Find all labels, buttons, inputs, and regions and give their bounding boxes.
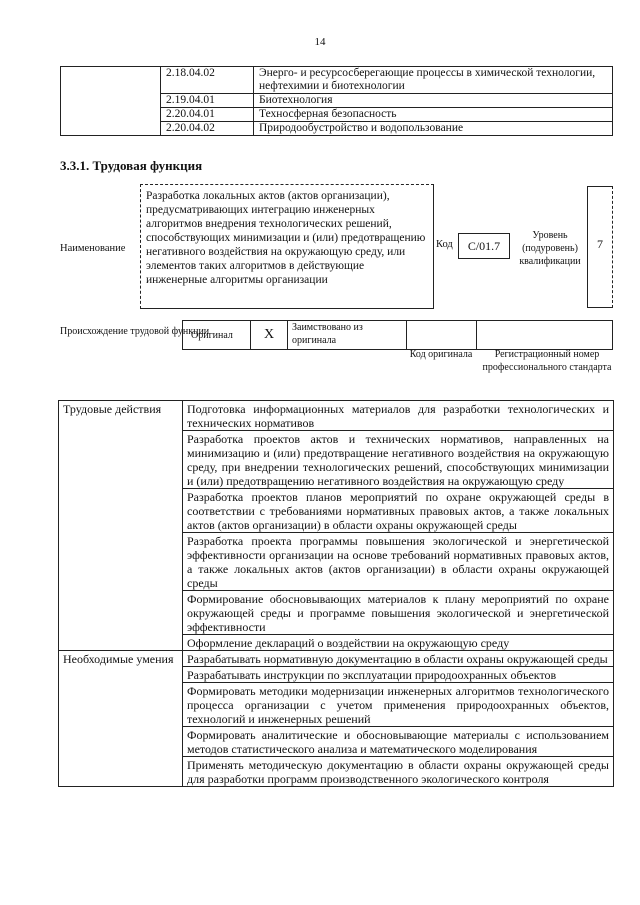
- origin-borrowed-label: Заимствовано из оригинала: [292, 322, 363, 346]
- labor-action-item: Оформление деклараций о воздействии на окружающую среду: [183, 635, 614, 651]
- blank-cell: [61, 67, 161, 136]
- name-cell: Техносферная безопасность: [254, 108, 613, 122]
- origin-label: Происхождение трудовой функции: [60, 326, 210, 337]
- labor-action-item: Формирование обосновывающих материалов к плану мероприятий по охране окружающей среды и программе повышения экологической и энергетической эффективности: [183, 591, 614, 635]
- code-cell: 2.20.04.01: [161, 108, 254, 122]
- section-title: 3.3.1. Трудовая функция: [60, 158, 203, 173]
- skill-item: Применять методическую документацию в области охраны окружающей среды для разработки программ производственного экологического контроля: [183, 757, 614, 787]
- skill-item: Формировать методики модернизации инженерных алгоритмов технологического процесса организации с учетом применения природоохранных объектов, технологий и инженерных решений: [183, 683, 614, 727]
- function-code-value: С/01.7: [458, 233, 510, 259]
- function-details-table: [58, 400, 614, 787]
- name-cell: Природообустройство и водопользование: [254, 122, 613, 136]
- function-code-label: Код: [436, 239, 453, 250]
- name-cell: Биотехнология: [254, 94, 613, 108]
- labor-actions-header: Трудовые действия: [59, 401, 183, 651]
- code-cell: 2.18.04.02: [161, 67, 254, 94]
- skill-item: Разрабатывать нормативную документацию в области охраны окружающей среды: [183, 651, 614, 667]
- qualification-level-value: 7: [587, 186, 613, 308]
- function-name-value: Разработка локальных актов (актов организации), предусматривающих интеграцию инженерных алгоритмов внедрения технологических решений, способствующих минимизации и (или) предотвращению негативного воздействия на окружающую среду, или элементов таких алгоритмов в действующие инженерные алгоритмы организации: [140, 184, 434, 309]
- code-cell: 2.19.04.01: [161, 94, 254, 108]
- codes-table: [60, 66, 613, 136]
- labor-action-item: Разработка проектов актов и технических нормативов, направленных на минимизацию и (или) предотвращение негативного воздействия на окружающую среду, при внедрении технологических решений, способствующих минимизации и (или) предотвращению негативного воздействия на окружающую среду: [183, 431, 614, 489]
- table-row: [59, 401, 614, 431]
- table-row: [59, 651, 614, 667]
- origin-code-label: Код оригинала: [409, 349, 473, 360]
- function-name-label: Наименование: [60, 243, 126, 254]
- name-cell: Энерго- и ресурсосберегающие процессы в химической технологии, нефтехимии и биотехнологии: [254, 67, 613, 94]
- skill-item: Формировать аналитические и обосновывающие материалы с использованием методов статистического анализа и математического моделирования: [183, 727, 614, 757]
- table-row: [61, 67, 613, 94]
- page-number: 14: [314, 36, 326, 48]
- skill-item: Разрабатывать инструкции по эксплуатации природоохранных объектов: [183, 667, 614, 683]
- origin-original-mark: X: [250, 320, 288, 350]
- qualification-level-label: Уровень (подуровень) квалификации: [519, 230, 581, 267]
- required-skills-header: Необходимые умения: [59, 651, 183, 787]
- divider: [476, 320, 477, 350]
- labor-action-item: Разработка проектов планов мероприятий по охране окружающей среды в соответствии с требованиями нормативных правовых актов, а также локальных актов (актов организации) в области охраны окружающей среды: [183, 489, 614, 533]
- origin-reg-number-label: Регистрационный номер профессионального стандарта: [482, 349, 612, 373]
- labor-action-item: Разработка проекта программы повышения экологической и энергетической эффективности организации на основе требований нормативных правовых актов, а также локальных актов (актов организации) в области охраны окружающей среды: [183, 533, 614, 591]
- origin-original-label: Оригинал: [191, 330, 233, 341]
- labor-action-item: Подготовка информационных материалов для разработки технологических и технических нормативов: [183, 401, 614, 431]
- code-cell: 2.20.04.02: [161, 122, 254, 136]
- divider: [406, 320, 407, 350]
